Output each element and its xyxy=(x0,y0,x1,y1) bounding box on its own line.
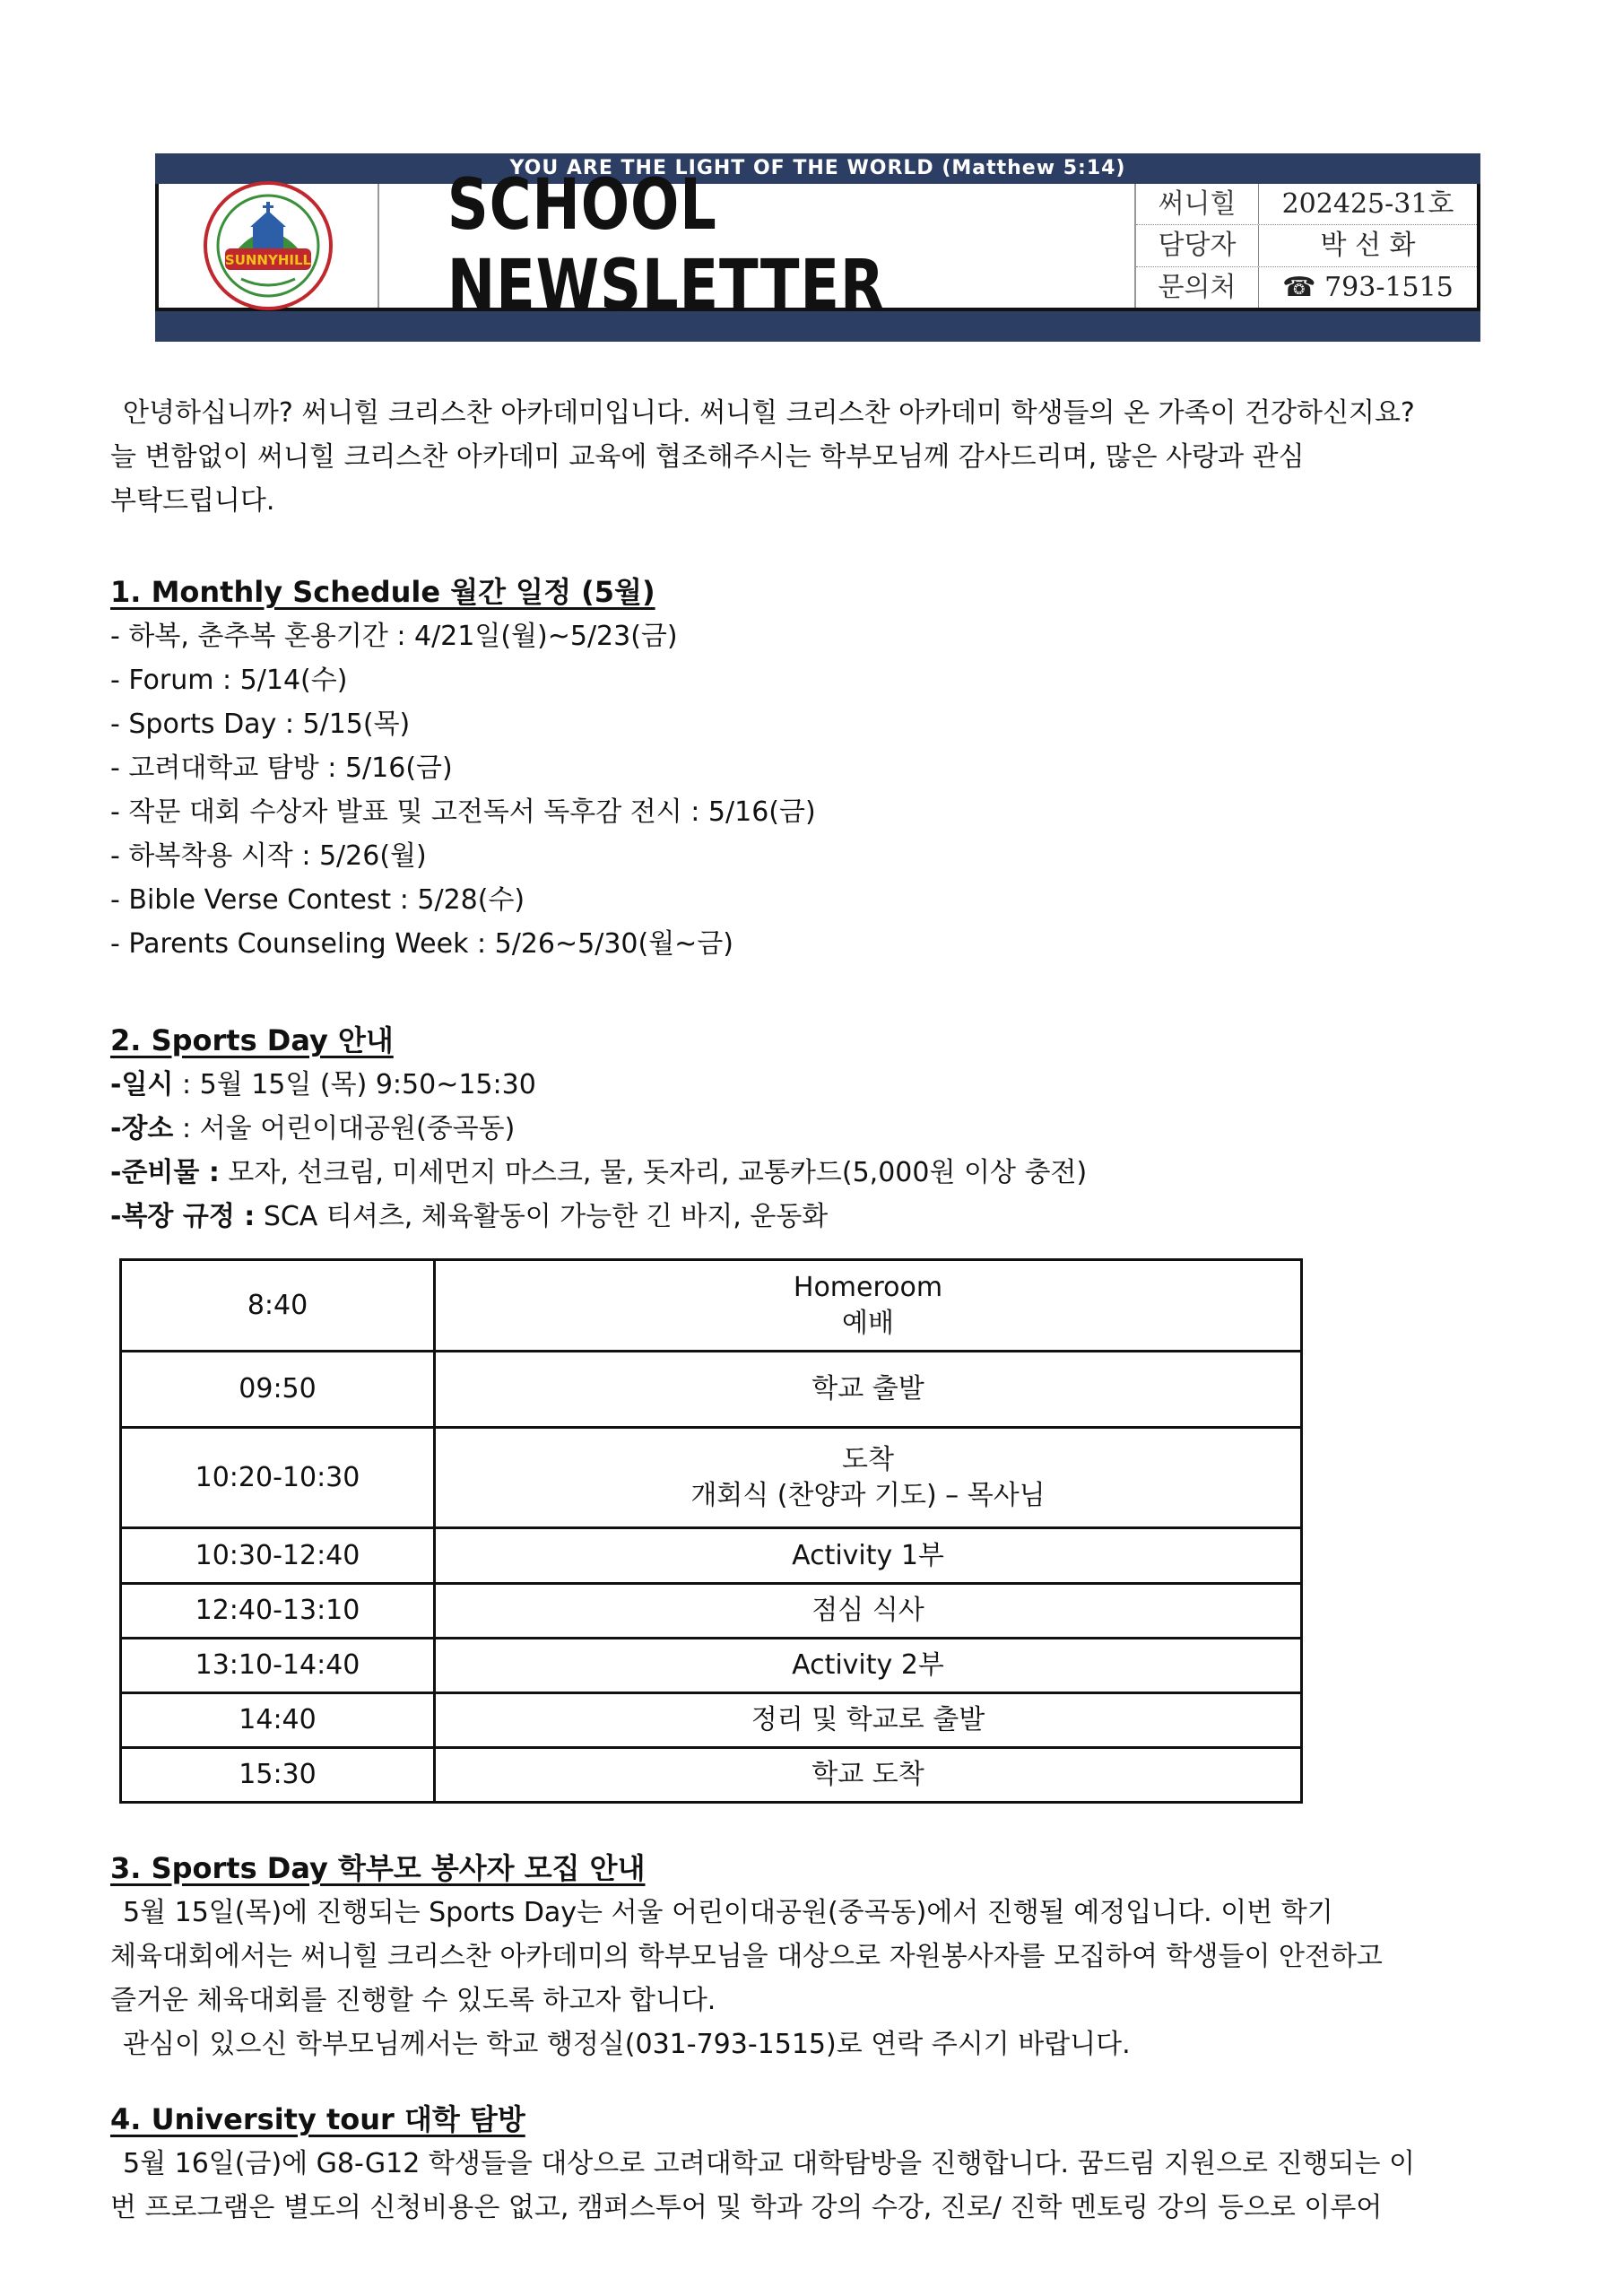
table-row xyxy=(121,1428,1302,1528)
section-heading: 4. University tour 대학 탐방 xyxy=(110,2102,525,2136)
activity-cell xyxy=(435,1528,1302,1584)
time-cell: 12:40-13:10 xyxy=(121,1584,435,1639)
activity-cell xyxy=(435,1584,1302,1639)
info-row xyxy=(1136,225,1477,266)
paragraph-line: 관심이 있으신 학부모님께서는 학교 행정실(031-793-1515)로 연락 주시기 바랍니다. xyxy=(123,2029,1131,2060)
paragraph-line: 즐거운 체육대회를 진행할 수 있도록 하고자 합니다. xyxy=(110,1985,716,2016)
table-row xyxy=(121,1693,1302,1748)
time-cell: 15:30 xyxy=(121,1748,435,1803)
time-cell: 13:10-14:40 xyxy=(121,1639,435,1693)
intro-paragraph xyxy=(110,391,1527,523)
table-row xyxy=(121,1584,1302,1639)
section-university-tour xyxy=(110,2098,1527,2230)
time-cell: 10:30-12:40 xyxy=(121,1528,435,1584)
table-row xyxy=(121,1748,1302,1803)
section-heading: 3. Sports Day 학부모 봉사자 모집 안내 xyxy=(110,1851,646,1885)
table-row xyxy=(121,1639,1302,1693)
list-item: - 하복, 춘추복 혼용기간 : 4/21일(월)~5/23(금) xyxy=(110,614,1527,658)
activity-cell xyxy=(435,1748,1302,1803)
table-row xyxy=(121,1352,1302,1428)
detail-sep xyxy=(255,1201,264,1232)
paragraph-line: 5월 15일(목)에 진행되는 Sports Day는 서울 어린이대공원(중곡동)에서 진행될 예정입니다. 이번 학기 xyxy=(123,1897,1333,1928)
list-item: - Forum : 5/14(수) xyxy=(110,658,1527,702)
time-cell: 8:40 xyxy=(121,1260,435,1352)
activity-line: 학교 도착 xyxy=(812,1759,924,1790)
paragraph-line: 5월 16일(금)에 G8-G12 학생들을 대상으로 고려대학교 대학탐방을 진행합니다. 꿈드림 지원으로 진행되는 이 xyxy=(123,2148,1415,2179)
activity-cell xyxy=(435,1693,1302,1748)
intro-line: 안녕하십니까? 써니힐 크리스찬 아카데미입니다. 써니힐 크리스찬 아카데미 학생들의 온 가족이 건강하신지요? xyxy=(123,397,1415,429)
detail-supplies xyxy=(110,1151,1527,1195)
section-heading: 1. Monthly Schedule 월간 일정 (5월) xyxy=(110,575,655,609)
sunnyhill-logo xyxy=(201,178,335,313)
activity-line: 도착 xyxy=(842,1443,894,1475)
info-key: 담당자 xyxy=(1136,225,1259,265)
table-row xyxy=(121,1528,1302,1584)
activity-cell xyxy=(435,1260,1302,1352)
list-item: - Parents Counseling Week : 5/26~5/30(월~금) xyxy=(110,922,1527,966)
activity-line: Activity 2부 xyxy=(792,1649,944,1681)
activity-line: 학교 출발 xyxy=(812,1373,924,1405)
detail-date xyxy=(110,1063,1527,1107)
info-key: 써니힐 xyxy=(1136,184,1259,224)
detail-text: 5월 15일 (목) 9:50~15:30 xyxy=(199,1069,536,1100)
intro-line: 늘 변함없이 써니힐 크리스찬 아카데미 교육에 협조해주시는 학부모님께 감사드리며, 많은 사랑과 관심 xyxy=(110,441,1305,473)
activity-line: 점심 식사 xyxy=(812,1595,924,1626)
info-row xyxy=(1136,267,1477,308)
motto-banner: YOU ARE THE LIGHT OF THE WORLD (Matthew 5:14) xyxy=(155,153,1480,184)
contact-phone: ☎ 793-1515 xyxy=(1282,271,1454,303)
list-item: - 고려대학교 탐방 : 5/16(금) xyxy=(110,746,1527,790)
detail-label: -복장 규정 : xyxy=(110,1201,256,1232)
activity-cell xyxy=(435,1639,1302,1693)
list-item: - Sports Day : 5/15(목) xyxy=(110,702,1527,746)
activity-line: 개회식 (찬양과 기도) – 목사님 xyxy=(690,1479,1046,1511)
activity-line: 예배 xyxy=(842,1307,894,1339)
activity-cell xyxy=(435,1352,1302,1428)
section-sports-day xyxy=(110,1019,1527,1239)
detail-text: 서울 어린이대공원(중곡동) xyxy=(199,1113,516,1144)
activity-cell xyxy=(435,1428,1302,1528)
detail-place xyxy=(110,1107,1527,1151)
activity-line: Homeroom xyxy=(793,1271,943,1303)
schedule-list xyxy=(110,614,1527,966)
detail-sep: : xyxy=(173,1113,200,1144)
info-row xyxy=(1136,184,1477,225)
detail-dress-code xyxy=(110,1195,1527,1239)
list-item: - Bible Verse Contest : 5/28(수) xyxy=(110,878,1527,922)
detail-text: 모자, 선크림, 미세먼지 마스크, 물, 돗자리, 교통카드(5,000원 이상 충전) xyxy=(228,1157,1088,1188)
paragraph-line: 체육대회에서는 써니힐 크리스찬 아카데미의 학부모님을 대상으로 자원봉사자를 모집하여 학생들이 안전하고 xyxy=(110,1941,1383,1972)
detail-label: -준비물 : xyxy=(110,1157,220,1188)
section-heading: 2. Sports Day 안내 xyxy=(110,1023,394,1057)
time-cell: 10:20-10:30 xyxy=(121,1428,435,1528)
detail-sep: : xyxy=(173,1069,200,1100)
list-item: - 작문 대회 수상자 발표 및 고전독서 독후감 전시 : 5/16(금) xyxy=(110,790,1527,834)
issue-number: 202425-31호 xyxy=(1281,188,1454,220)
detail-label: -장소 xyxy=(110,1113,174,1144)
intro-line: 부탁드립니다. xyxy=(110,485,275,517)
section-monthly-schedule xyxy=(110,570,1527,966)
section-volunteer-recruitment xyxy=(110,1847,1527,2066)
contact-person: 박 선 화 xyxy=(1320,230,1416,262)
list-item: - 하복착용 시작 : 5/26(월) xyxy=(110,834,1527,878)
logo-name: SUNNYHILL xyxy=(224,252,312,268)
detail-label: -일시 xyxy=(110,1069,174,1100)
table-row xyxy=(121,1260,1302,1352)
paragraph-line: 번 프로그램은 별도의 신청비용은 없고, 캠퍼스투어 및 학과 강의 수강, 진로/ 진학 멘토링 강의 등으로 이루어 xyxy=(110,2192,1383,2223)
issue-info xyxy=(1136,184,1477,308)
time-cell: 09:50 xyxy=(121,1352,435,1428)
time-cell: 14:40 xyxy=(121,1693,435,1748)
sports-day-timetable xyxy=(119,1258,1303,1804)
newsletter-title: SCHOOL NEWSLETTER xyxy=(447,165,885,326)
detail-sep xyxy=(220,1157,229,1188)
newsletter-header xyxy=(155,153,1480,342)
school-logo-cell xyxy=(159,184,379,308)
detail-text: SCA 티셔츠, 체육활동이 가능한 긴 바지, 운동화 xyxy=(263,1201,829,1232)
info-key: 문의처 xyxy=(1136,267,1259,308)
activity-line: 정리 및 학교로 출발 xyxy=(751,1704,985,1735)
activity-line: Activity 1부 xyxy=(792,1539,944,1571)
